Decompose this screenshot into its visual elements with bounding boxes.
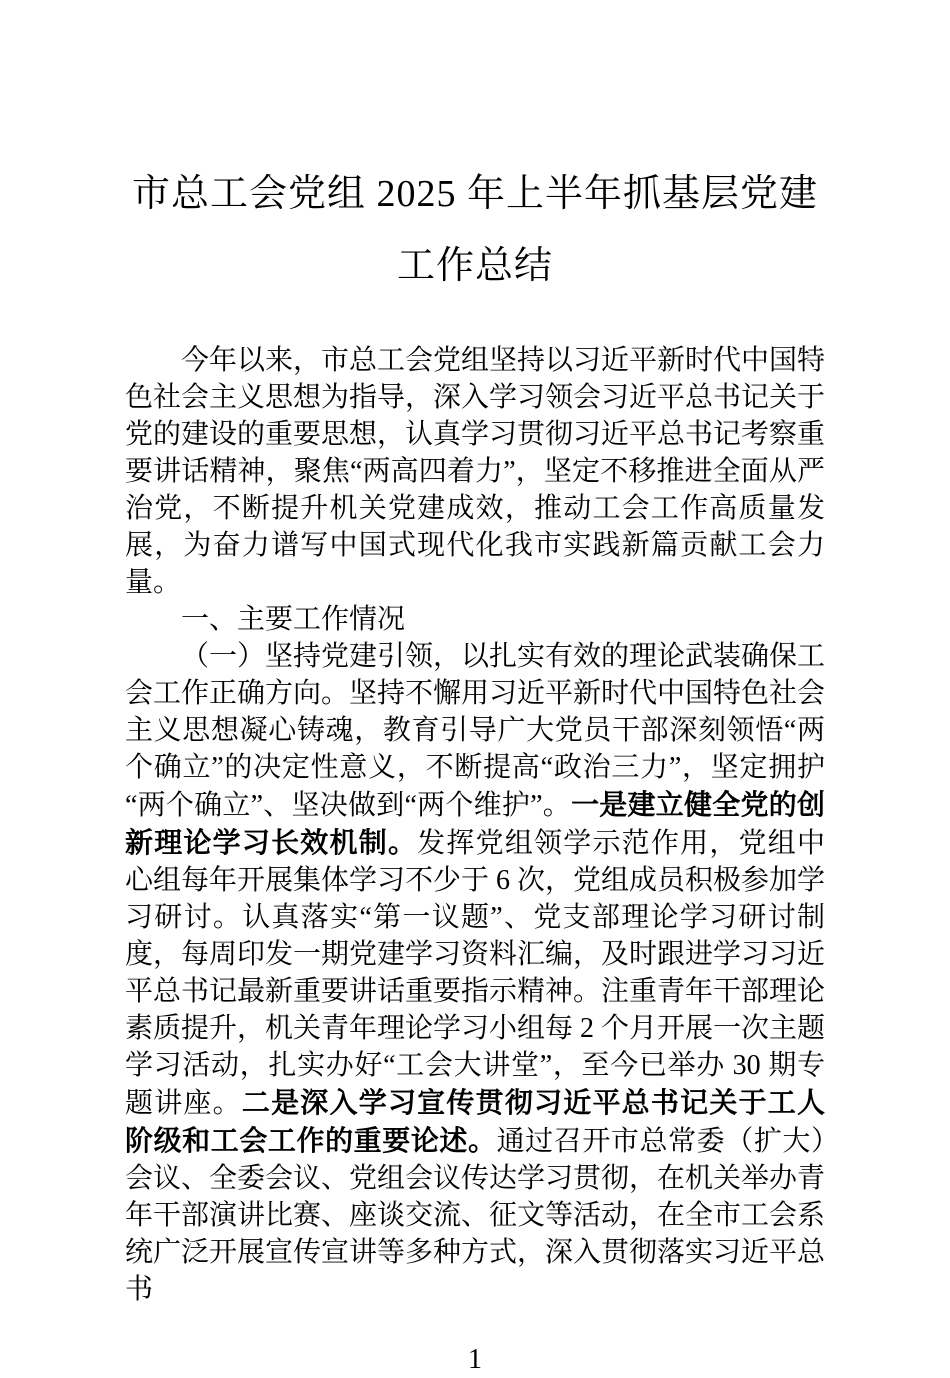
text-run: （一）坚持党建引领，以扎实有效的理论武装确保工会工作正确方向。坚持不懈用习近平新时代中国特色社会主义思想凝心铸魂，教育引导广大党员干部深刻领悟“两个确立”的决定性意义，不断提高“政治三力”，坚定拥护“两个确立”、坚决做到“两个维护”。 <box>125 641 826 821</box>
page-number: 1 <box>468 1344 482 1375</box>
text-run: 发挥党组领学示范作用，党组中心组每年开展集体学习不少于 6 次，党组成员积极参加学习研讨。认真落实“第一议题”、党支部理论学习研讨制度，每周印发一期党建学习资料汇编，及时跟进学习习近平总书记最新重要讲话重要指示精神。注重青年干部理论素质提升，机关青年理论学习小组每 2 个月开展一次主题学习活动，扎实办好“工会大讲堂”，至今已举办 30 期专题讲座。 <box>125 828 826 1119</box>
bold-text-run: 一是建立健全党的创新理论学习长效机制。 <box>125 789 825 858</box>
section-heading-1 <box>125 601 825 638</box>
section-1-1-paragraph <box>125 638 825 1308</box>
intro-paragraph <box>125 342 825 601</box>
text-run: 通过召开市总常委（扩大）会议、全委会议、党组会议传达学习贯彻，在机关举办青年干部演讲比赛、座谈交流、征文等活动，在全市工会系统广泛开展宣传宣讲等多种方式，深入贯彻落实习近平总书 <box>125 1126 826 1305</box>
bold-text-run: 二是深入学习宣传贯彻习近平总书记关于工人阶级和工会工作的重要论述。 <box>125 1087 825 1156</box>
document-title: 市总工会党组 2025 年上半年抓基层党建工作总结 <box>131 173 818 287</box>
text-run: 一、主要工作情况 <box>181 604 406 635</box>
text-run: 今年以来，市总工会党组坚持以习近平新时代中国特色社会主义思想为指导，深入学习领会习近平总书记关于党的建设的重要思想，认真学习贯彻习近平总书记考察重要讲话精神，聚焦“两高四着力”，坚定不移推进全面从严治党，不断提升机关党建成效，推动工会工作高质量发展，为奋力谱写中国式现代化我市实践新篇贡献工会力量。 <box>125 345 826 598</box>
document-body <box>125 342 825 1308</box>
